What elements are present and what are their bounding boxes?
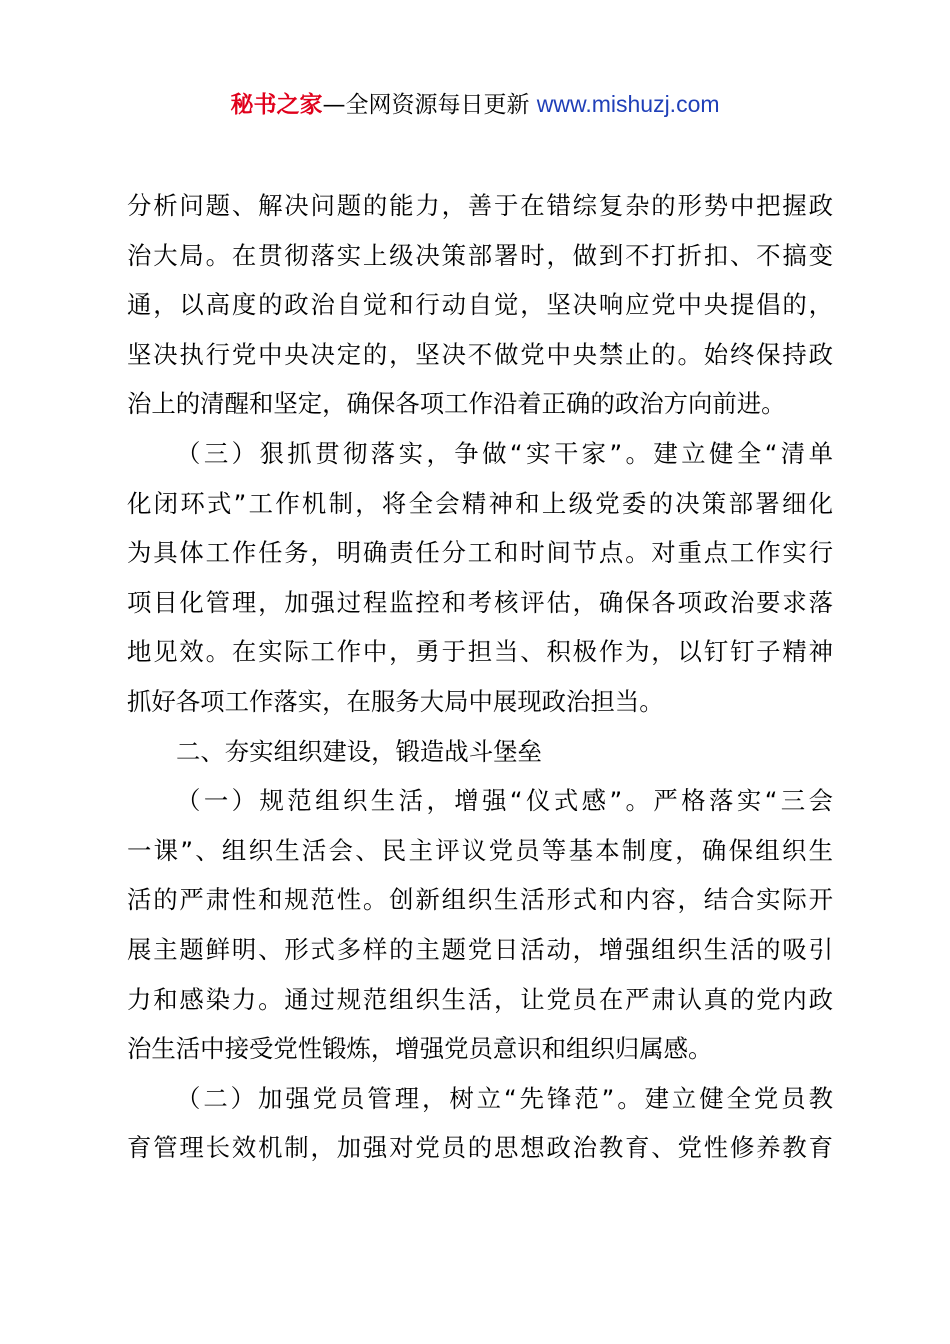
text-line: 育管理长效机制，加强对党员的思想政治教育、党性修养教育	[127, 1133, 833, 1163]
paragraph-start-line: （二）加强党员管理，树立“先锋范”。建立健全党员教	[176, 1083, 833, 1113]
text-line: 治生活中接受党性锻炼，增强党员意识和组织归属感。	[127, 1034, 713, 1064]
text-line: 通，以高度的政治自觉和行动自觉，坚决响应党中央提倡的，	[127, 290, 833, 320]
paragraph-start-line: （三）狠抓贯彻落实，争做“实干家”。建立健全“清单	[176, 438, 833, 468]
site-tagline: —全网资源每日更新	[322, 92, 537, 118]
text-line: 化闭环式”工作机制，将全会精神和上级党委的决策部署细化	[127, 488, 833, 518]
text-line: 治上的清醒和坚定，确保各项工作沿着正确的政治方向前进。	[127, 389, 786, 419]
text-line: 分析问题、解决问题的能力，善于在错综复杂的形势中把握政	[127, 191, 833, 220]
text-line: 项目化管理，加强过程监控和考核评估，确保各项政治要求落	[127, 587, 833, 617]
site-brand: 秘书之家	[230, 92, 323, 118]
text-line: 治大局。在贯彻落实上级决策部署时，做到不打折扣、不搞变	[127, 240, 833, 270]
site-header	[0, 88, 950, 121]
text-line: 展主题鲜明、形式多样的主题党日活动，增强组织生活的吸引	[127, 934, 833, 964]
paragraph-start-line: （一）规范组织生活，增强“仪式感”。严格落实“三会	[176, 786, 833, 816]
section-heading: 二、夯实组织建设，锻造战斗堡垒	[176, 736, 542, 766]
text-line: 力和感染力。通过规范组织生活，让党员在严肃认真的党内政	[127, 984, 833, 1014]
text-line: 坚决执行党中央决定的，坚决不做党中央禁止的。始终保持政	[127, 339, 833, 369]
text-line: 地见效。在实际工作中，勇于担当、积极作为，以钉钉子精神	[127, 637, 833, 667]
site-url-link[interactable]: www.mishuzj.com	[536, 91, 720, 117]
text-line: 活的严肃性和规范性。创新组织生活形式和内容，结合实际开	[127, 885, 833, 915]
text-line: 为具体工作任务，明确责任分工和时间节点。对重点工作实行	[127, 538, 833, 568]
text-line: 一课”、组织生活会、民主评议党员等基本制度，确保组织生	[127, 835, 833, 865]
text-line: 抓好各项工作落实，在服务大局中展现政治担当。	[127, 686, 664, 716]
document-body	[127, 181, 833, 1173]
